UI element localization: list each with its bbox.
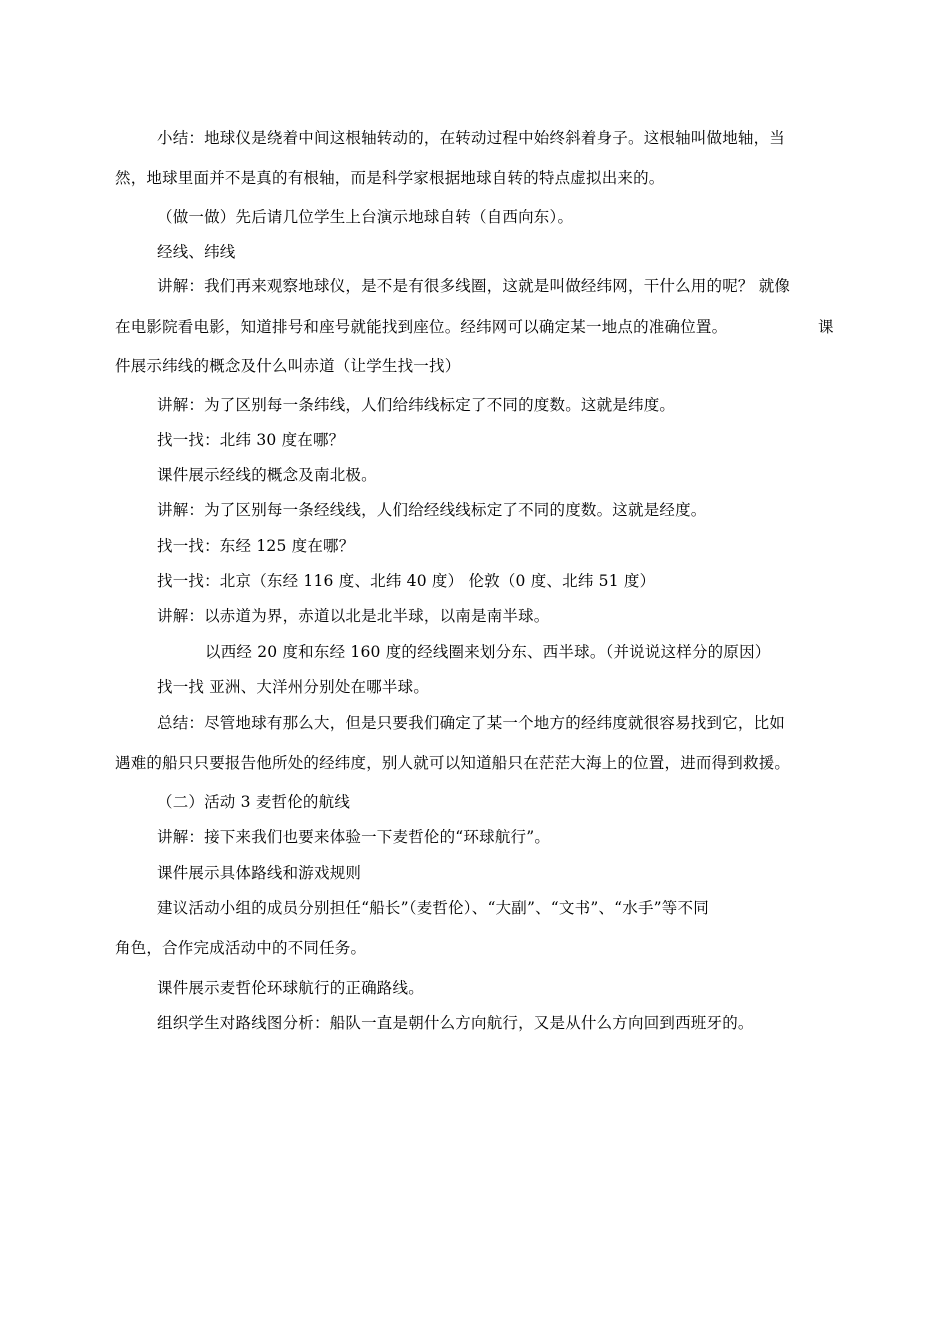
paragraph-line: 课件展示麦哲伦环球航行的正确路线。 (157, 979, 424, 997)
paragraph-line: 件展示纬线的概念及什么叫赤道（让学生找一找） (115, 357, 461, 375)
paragraph-line: 课 (818, 318, 834, 336)
paragraph-line: 找一找 亚洲、大洋州分别处在哪半球。 (157, 678, 430, 696)
paragraph-line: 讲解：为了区别每一条经线线，人们给经线线标定了不同的度数。这就是经度。 (157, 501, 707, 519)
section-heading: （二）活动 3 麦哲伦的航线 (157, 793, 351, 811)
paragraph-line: 讲解：以赤道为界，赤道以北是北半球，以南是南半球。 (157, 607, 550, 625)
paragraph-line: 以西经 20 度和东经 160 度的经线圈来划分东、西半球。（并说说这样分的原因） (205, 643, 771, 661)
paragraph-line: 找一找：北纬 30 度在哪？ (157, 431, 345, 449)
paragraph-line: 讲解：为了区别每一条纬线，人们给纬线标定了不同的度数。这就是纬度。 (157, 396, 676, 414)
paragraph-line: 总结：尽管地球有那么大，但是只要我们确定了某一个地方的经纬度就很容易找到它，比如 (157, 714, 786, 732)
section-heading: 经线、纬线 (157, 243, 236, 261)
paragraph-line: 然，地球里面并不是真的有根轴，而是科学家根据地球自转的特点虚拟出来的。 (115, 169, 665, 187)
paragraph-line: 小结：地球仪是绕着中间这根轴转动的，在转动过程中始终斜着身子。这根轴叫做地轴，当 (157, 129, 786, 147)
paragraph-line: 建议活动小组的成员分别担任“船长”（麦哲伦）、“大副”、“文书”、“水手”等不同 (157, 899, 709, 917)
paragraph-line: （做一做）先后请几位学生上台演示地球自转（自西向东）。 (157, 208, 574, 226)
paragraph-line: 角色，合作完成活动中的不同任务。 (115, 939, 367, 957)
paragraph-line: 课件展示经线的概念及南北极。 (157, 466, 377, 484)
paragraph-line: 在电影院看电影，知道排号和座号就能找到座位。经纬网可以确定某一地点的准确位置。 (115, 318, 728, 336)
paragraph-line: 讲解：我们再来观察地球仪，是不是有很多线圈，这就是叫做经纬网，干什么用的呢？ 就像 (157, 277, 791, 295)
paragraph-line: 找一找：北京（东经 116 度、北纬 40 度） 伦敦（0 度、北纬 51 度） (157, 572, 656, 590)
paragraph-line: 讲解：接下来我们也要来体验一下麦哲伦的“环球航行”。 (157, 828, 551, 846)
paragraph-line: 找一找：东经 125 度在哪？ (157, 537, 355, 555)
paragraph-line: 课件展示具体路线和游戏规则 (157, 864, 362, 882)
paragraph-line: 组织学生对路线图分析：船队一直是朝什么方向航行，又是从什么方向回到西班牙的。 (157, 1014, 754, 1032)
paragraph-line: 遇难的船只只要报告他所处的经纬度，别人就可以知道船只在茫茫大海上的位置，进而得到救援。 (115, 754, 791, 772)
